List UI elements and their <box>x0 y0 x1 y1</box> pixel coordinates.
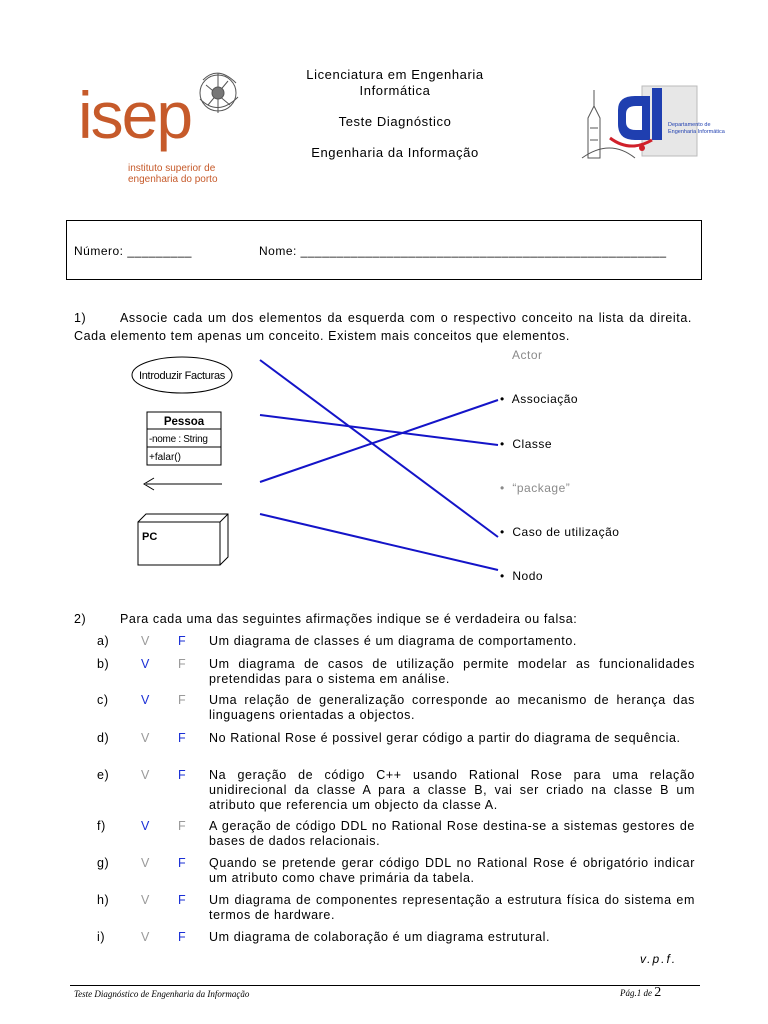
class-attribute: -nome : String <box>149 434 208 445</box>
item-label: g) <box>97 856 110 870</box>
item-statement: Um diagrama de colaboração é um diagrama estrutural. <box>209 930 551 944</box>
concept-associacao-label: Associação <box>511 392 579 406</box>
item-label: b) <box>97 657 110 671</box>
item-statement: Um diagrama de componentes representação a estrutura física do sistema em termos de hardware. <box>209 893 695 922</box>
false-option[interactable]: F <box>178 768 187 782</box>
false-option[interactable]: F <box>178 693 187 707</box>
item-label: a) <box>97 634 110 648</box>
isep-subtitle-line2: engenharia do porto <box>128 174 218 185</box>
page-indicator <box>620 985 661 1001</box>
use-case-label: Introduzir Facturas <box>138 370 226 382</box>
item-label: d) <box>97 731 110 745</box>
node-label: PC <box>142 531 158 543</box>
true-option[interactable]: V <box>141 819 150 833</box>
true-option[interactable]: V <box>141 930 150 944</box>
false-option[interactable]: F <box>178 819 187 833</box>
answer-line-node <box>260 514 498 570</box>
false-option[interactable]: F <box>178 930 187 944</box>
concept-nodo <box>500 569 543 583</box>
false-option[interactable]: F <box>178 634 187 648</box>
question-1-text: Associe cada um dos elementos da esquerda com o respectivo conceito na lista da direita. Cada elemento tem apenas um conceito. Existem mais conceitos que elementos. <box>74 311 692 343</box>
dei-emblem-icon <box>580 78 725 163</box>
isep-wordmark: isep <box>78 78 192 152</box>
false-option[interactable]: F <box>178 893 187 907</box>
student-name-field[interactable]: Nome: ___________________________________________________ <box>259 244 667 258</box>
course-title-line1: Licenciatura em Engenharia <box>306 67 484 82</box>
header-titles <box>270 67 520 161</box>
footer-title: Teste Diagnóstico de Engenharia da Informação <box>74 989 250 999</box>
concept-associacao <box>500 392 578 406</box>
item-label: c) <box>97 693 109 707</box>
item-statement: No Rational Rose é possivel gerar código a partir do diagrama de sequência. <box>209 731 681 745</box>
course-title-line2: Informática <box>359 83 431 98</box>
concept-actor-label: Actor <box>512 348 543 362</box>
question-1 <box>74 309 692 345</box>
concept-package-label: “package” <box>512 481 571 495</box>
item-statement: Um diagrama de casos de utilização permite modelar as funcionalidades pretendidas para o sistema em análise. <box>209 657 695 686</box>
item-statement: A geração de código DDL no Rational Rose destina-se a sistemas gestores de bases de dados relacionais. <box>209 819 695 848</box>
continue-note: v.p.f. <box>640 952 678 966</box>
uml-elements-svg <box>120 345 540 590</box>
footer-divider <box>70 985 700 986</box>
page-prefix: Pág.1 de <box>620 988 652 998</box>
true-option[interactable]: V <box>141 634 150 648</box>
concept-classe-label: Classe <box>512 437 553 451</box>
concept-classe <box>500 437 552 451</box>
true-option[interactable]: V <box>141 657 150 671</box>
item-statement: Na geração de código C++ usando Rational Rose para uma relação unidirecional da classe A para a classe B, vai ser criado na classe B um atributo que referencia um objecto da classe A. <box>209 768 695 812</box>
class-box <box>147 412 221 465</box>
student-number-field[interactable]: Número: _________ <box>74 244 192 258</box>
page-total: 2 <box>654 985 662 1000</box>
class-name: Pessoa <box>163 416 205 428</box>
subject-name: Engenharia da Informação <box>311 145 479 160</box>
answer-line-usecase <box>260 360 498 537</box>
uml-matching-diagram <box>120 345 540 590</box>
student-info-box <box>66 220 702 280</box>
test-name: Teste Diagnóstico <box>338 114 452 129</box>
concept-caso-utilizacao <box>500 525 619 539</box>
item-label: h) <box>97 893 110 907</box>
item-statement: Quando se pretende gerar código DDL no Rational Rose é obrigatório indicar um atributo como chave primária da tabela. <box>209 856 695 885</box>
concept-nodo-label: Nodo <box>512 569 544 583</box>
isep-subtitle <box>128 163 248 185</box>
question-1-number: 1) <box>74 311 87 325</box>
true-option[interactable]: V <box>141 731 150 745</box>
question-2-text: Para cada uma das seguintes afirmações indique se é verdadeira ou falsa: <box>120 612 578 626</box>
question-2 <box>74 612 694 626</box>
answer-lines <box>260 360 498 570</box>
true-option[interactable]: V <box>141 693 150 707</box>
question-2-number: 2) <box>74 612 87 626</box>
false-option[interactable]: F <box>178 856 187 870</box>
concept-package <box>500 481 570 495</box>
dei-logo-line2: Engenharia Informática <box>668 129 725 135</box>
concept-caso-utilizacao-label: Caso de utilização <box>512 525 620 539</box>
concept-actor <box>512 348 543 362</box>
true-option[interactable]: V <box>141 856 150 870</box>
false-option[interactable]: F <box>178 731 187 745</box>
isep-subtitle-line1: instituto superior de <box>128 163 216 174</box>
bullet-icon: • <box>500 392 505 406</box>
true-option[interactable]: V <box>141 768 150 782</box>
dei-logo-line1: Departamento de <box>668 122 711 128</box>
bullet-icon: • <box>500 481 505 495</box>
item-label: e) <box>97 768 110 782</box>
item-statement: Uma relação de generalização corresponde ao mecanismo de herança das linguagens orientadas a objectos. <box>209 693 695 722</box>
dei-logo <box>580 78 725 163</box>
bullet-icon: • <box>500 569 505 583</box>
false-option[interactable]: F <box>178 657 187 671</box>
class-operation: +falar() <box>149 452 181 463</box>
node-box <box>138 514 228 565</box>
bullet-icon: • <box>500 525 505 539</box>
true-option[interactable]: V <box>141 893 150 907</box>
item-statement: Um diagrama de classes é um diagrama de comportamento. <box>209 634 577 648</box>
item-label: f) <box>97 819 106 833</box>
bullet-icon: • <box>500 437 505 451</box>
association-arrow-icon <box>144 478 222 490</box>
item-label: i) <box>97 930 106 944</box>
